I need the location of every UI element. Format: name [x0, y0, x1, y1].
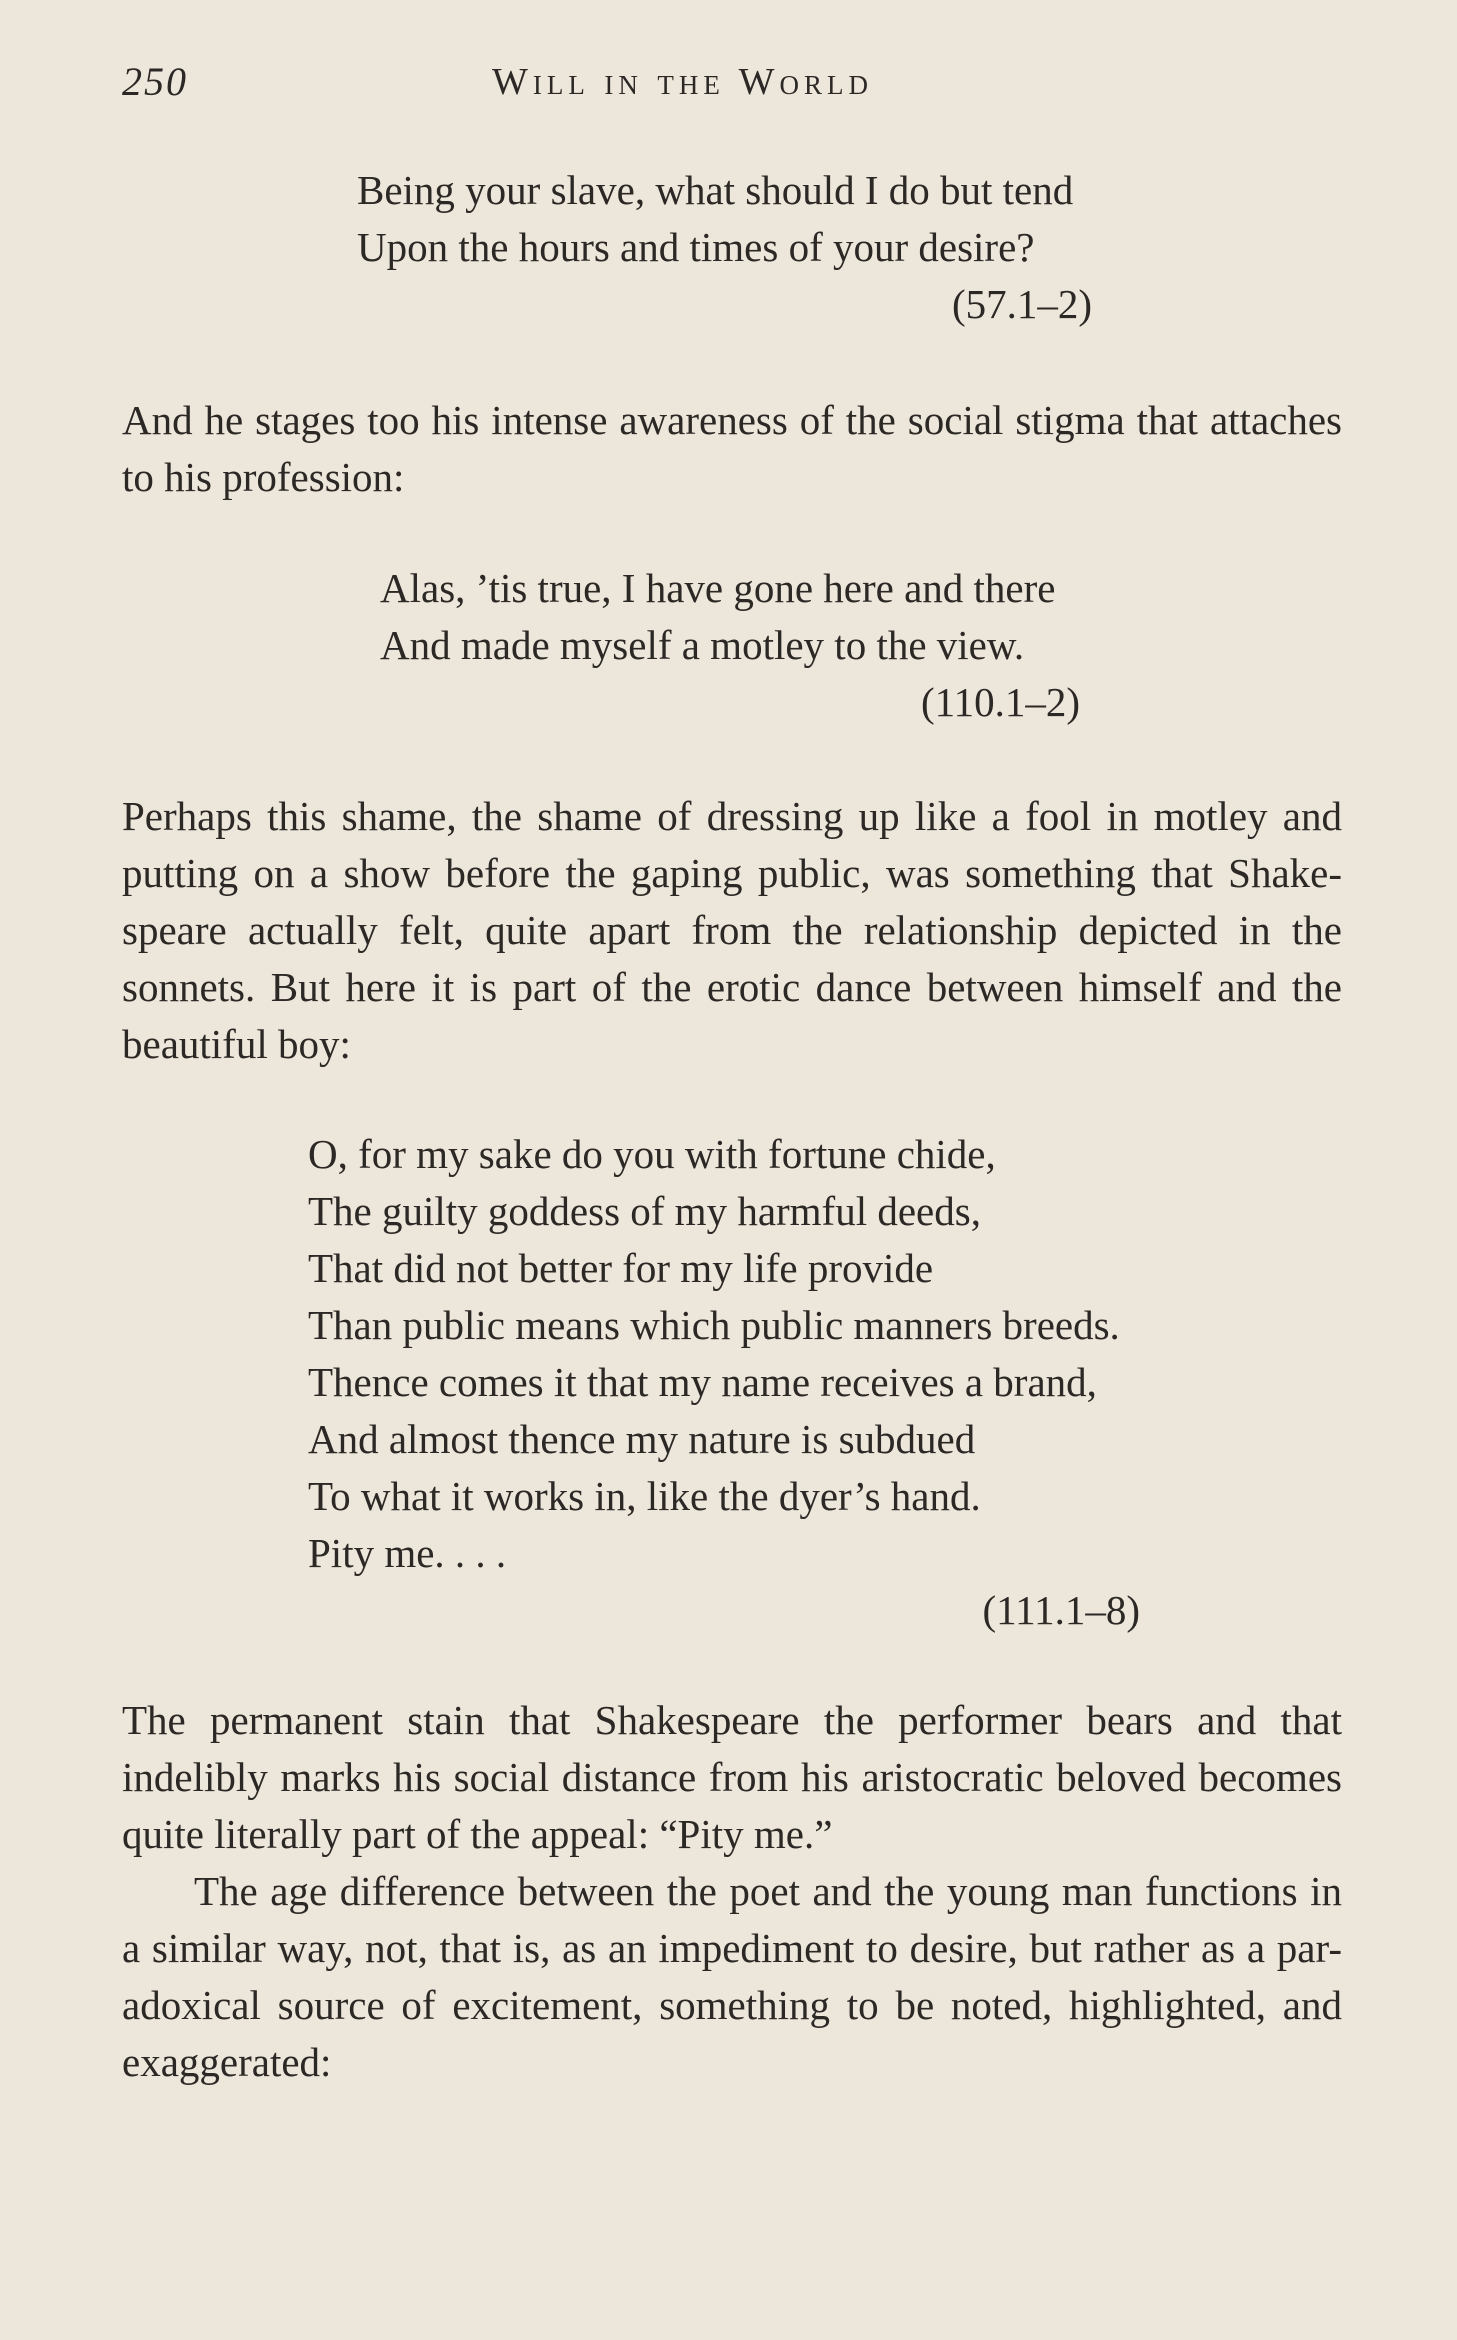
text-line: a similar way, not, that is, as an impediment to desire, but rather as a par-	[122, 1925, 1342, 1971]
text-line: quite literally part of the appeal: “Pity me.”	[122, 1811, 833, 1857]
verse-line: To what it works in, like the dyer’s hand.	[308, 1473, 981, 1519]
verse-citation: (57.1–2)	[951, 281, 1092, 327]
verse-line: Being your slave, what should I do but tend	[357, 167, 1074, 213]
paragraph	[122, 392, 1342, 506]
verse-line: And almost thence my nature is subdued	[308, 1416, 976, 1462]
paragraph	[122, 1863, 1342, 2091]
paragraph	[122, 788, 1342, 1073]
running-title: Will in the World	[492, 61, 873, 103]
verse-line: O, for my sake do you with fortune chide,	[308, 1131, 996, 1177]
text-line: indelibly marks his social distance from his aristocratic beloved becomes	[122, 1754, 1342, 1800]
paragraph	[122, 1692, 1342, 1863]
verse-line: And made myself a motley to the view.	[380, 622, 1025, 668]
page-header	[122, 58, 1342, 108]
text-line: adoxical source of excitement, something to be noted, highlighted, and	[122, 1982, 1342, 2028]
text-line: The permanent stain that Shakespeare the performer bears and that	[122, 1697, 1342, 1743]
text-line: beautiful boy:	[122, 1021, 351, 1067]
verse-line: Pity me. . . .	[308, 1530, 507, 1576]
verse-line: Thence comes it that my name receives a brand,	[308, 1359, 1097, 1405]
text-line: sonnets. But here it is part of the erotic dance between himself and the	[122, 964, 1342, 1010]
page-number: 250	[122, 59, 188, 104]
text-line: Perhaps this shame, the shame of dressing up like a fool in motley and	[122, 793, 1342, 839]
sonnet-quote-110	[380, 560, 1080, 731]
verse-citation: (110.1–2)	[920, 679, 1080, 725]
verse-line: That did not better for my life provide	[308, 1245, 934, 1291]
verse-line: Than public means which public manners breeds.	[308, 1302, 1120, 1348]
text-line: speare actually felt, quite apart from the relationship depicted in the	[122, 907, 1342, 953]
sonnet-quote-57	[357, 162, 1092, 333]
verse-citation: (111.1–8)	[982, 1587, 1140, 1633]
text-line: putting on a show before the gaping public, was something that Shake-	[122, 850, 1342, 896]
text-line: The age difference between the poet and the young man functions in	[194, 1868, 1342, 1914]
text-line: And he stages too his intense awareness of the social stigma that attaches	[122, 397, 1342, 443]
verse-line: The guilty goddess of my harmful deeds,	[308, 1188, 981, 1234]
verse-line: Upon the hours and times of your desire?	[357, 224, 1035, 270]
verse-line: Alas, ’tis true, I have gone here and there	[380, 565, 1056, 611]
text-line: to his profession:	[122, 454, 405, 500]
text-line: exaggerated:	[122, 2039, 332, 2085]
sonnet-quote-111	[308, 1126, 1140, 1639]
